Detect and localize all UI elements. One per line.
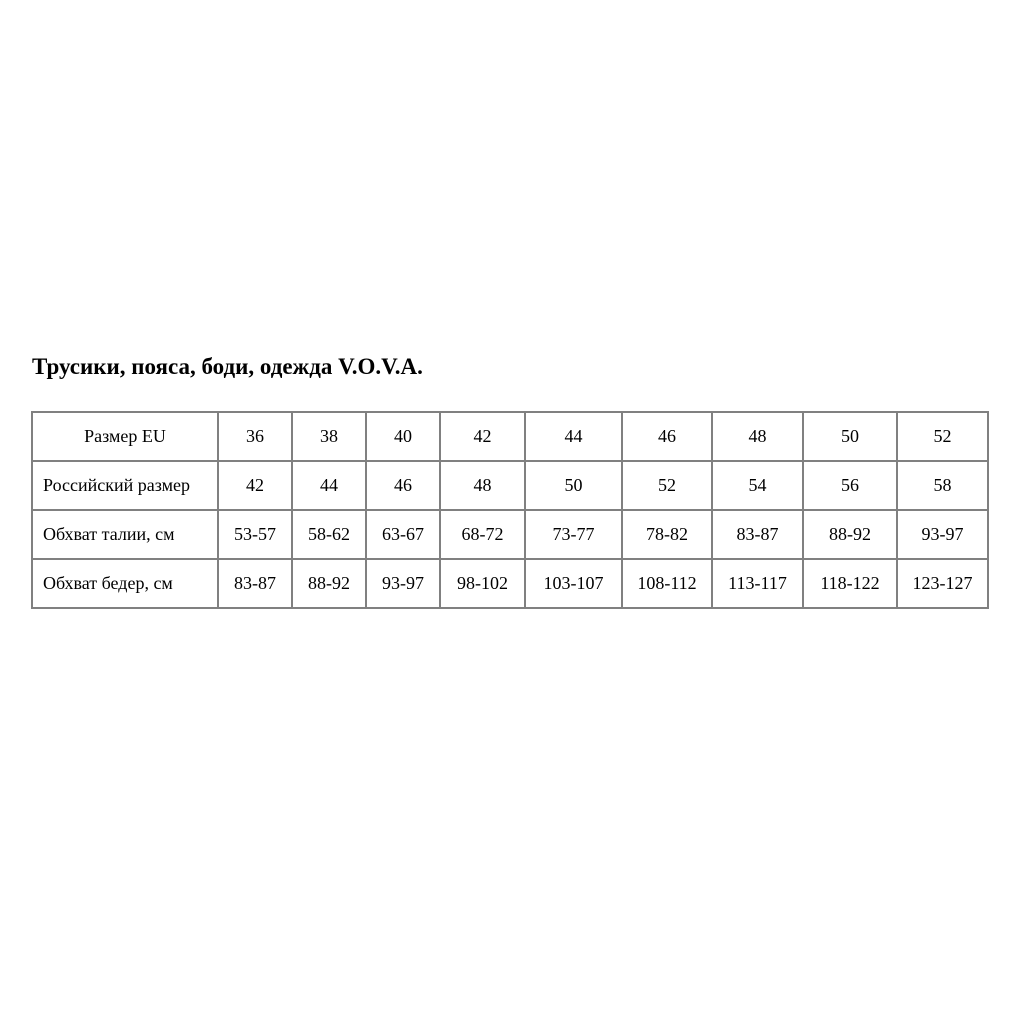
- size-cell: 36: [218, 412, 292, 461]
- size-cell: 98-102: [440, 559, 525, 608]
- table-row-eu-size: [32, 412, 988, 461]
- size-cell: 50: [803, 412, 897, 461]
- size-cell: 58-62: [292, 510, 366, 559]
- size-cell: 108-112: [622, 559, 712, 608]
- table-row-ru-size: [32, 461, 988, 510]
- size-cell: 83-87: [712, 510, 803, 559]
- row-label: Обхват талии, см: [32, 510, 218, 559]
- size-cell: 44: [292, 461, 366, 510]
- size-cell: 50: [525, 461, 622, 510]
- size-cell: 118-122: [803, 559, 897, 608]
- size-cell: 88-92: [292, 559, 366, 608]
- size-cell: 73-77: [525, 510, 622, 559]
- page-title: Трусики, пояса, боди, одежда V.O.V.A.: [32, 354, 423, 379]
- row-label: Обхват бедер, см: [32, 559, 218, 608]
- size-cell: 52: [622, 461, 712, 510]
- size-cell: 46: [622, 412, 712, 461]
- size-cell: 78-82: [622, 510, 712, 559]
- table-row-hips: [32, 559, 988, 608]
- row-label: Размер EU: [32, 412, 218, 461]
- size-cell: 42: [440, 412, 525, 461]
- size-cell: 53-57: [218, 510, 292, 559]
- size-cell: 48: [712, 412, 803, 461]
- size-cell: 88-92: [803, 510, 897, 559]
- size-cell: 58: [897, 461, 988, 510]
- size-cell: 93-97: [366, 559, 440, 608]
- size-cell: 68-72: [440, 510, 525, 559]
- size-cell: 113-117: [712, 559, 803, 608]
- size-cell: 48: [440, 461, 525, 510]
- row-label: Российский размер: [32, 461, 218, 510]
- size-cell: 83-87: [218, 559, 292, 608]
- size-chart-table: [31, 411, 989, 609]
- size-cell: 103-107: [525, 559, 622, 608]
- table-row-waist: [32, 510, 988, 559]
- size-cell: 93-97: [897, 510, 988, 559]
- size-cell: 44: [525, 412, 622, 461]
- size-cell: 40: [366, 412, 440, 461]
- size-cell: 56: [803, 461, 897, 510]
- size-cell: 52: [897, 412, 988, 461]
- size-cell: 54: [712, 461, 803, 510]
- size-cell: 46: [366, 461, 440, 510]
- size-cell: 38: [292, 412, 366, 461]
- size-cell: 42: [218, 461, 292, 510]
- size-cell: 63-67: [366, 510, 440, 559]
- size-cell: 123-127: [897, 559, 988, 608]
